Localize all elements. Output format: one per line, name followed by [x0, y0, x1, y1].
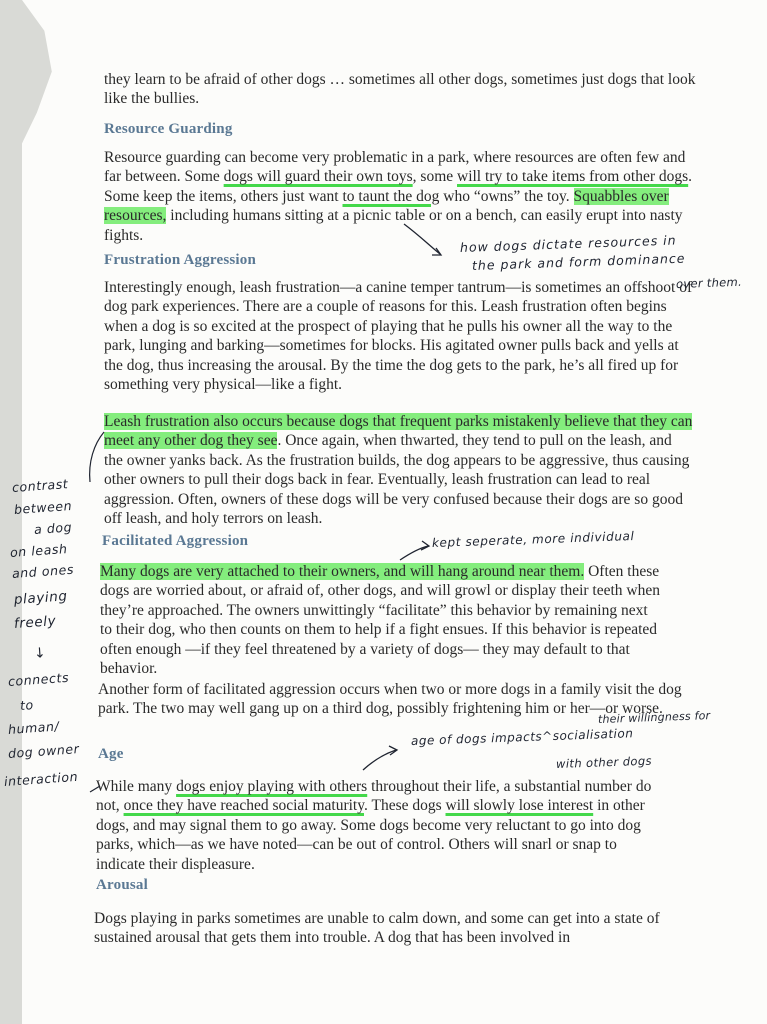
- intro-paragraph: [104, 70, 704, 109]
- highlight-leash-frustration: Leash frustration also occurs because dogs that frequent parks mistakenly believe that they can meet any other dog they see: [104, 413, 693, 450]
- heading-facilitated-aggression: Facilitated Aggression: [102, 533, 249, 549]
- margin-note-line12: interaction: [3, 768, 79, 789]
- intro-text: they learn to be afraid of other dogs … sometimes all other dogs, sometimes just dogs that look like the bullies.: [104, 71, 696, 108]
- margin-note-line10: human/: [7, 718, 60, 737]
- note-age-line2: age of dogs impacts^socialisation: [410, 726, 634, 748]
- margin-note-line2: between: [13, 497, 73, 517]
- note-separate: kept seperate, more individual: [431, 528, 635, 550]
- frustration-text-1: Interestingly enough, leash frustration—a canine temper tantrum—is sometimes an offshoot of dog park experiences. There are a couple of reasons for this. Leash frustration often begins when a dog is so excited at the prospect of playing that he pulls his owner all the way to the park, lunging and barking—sometimes for blocks. His agitated owner pulls back and yells at the dog, thus increasing the arousal. By the time the dog gets to the park, he’s all fired up for something very physical—like a fight.: [104, 279, 693, 394]
- margin-note-line8: connects: [7, 669, 70, 689]
- frustration-paragraph-1: [104, 278, 694, 394]
- arousal-text: Dogs playing in parks sometimes are unable to calm down, and some can get into a state of sustained arousal that gets them into trouble. A dog that has been involved in: [94, 910, 660, 947]
- facilitated-paragraph-1: [100, 562, 660, 678]
- arousal-paragraph: [94, 909, 684, 948]
- frustration-paragraph-2: [104, 412, 694, 528]
- margin-note-line11: dog owner: [7, 741, 80, 761]
- margin-note-line5: and ones: [11, 561, 75, 581]
- heading-frustration-aggression: Frustration Aggression: [104, 252, 257, 268]
- age-text: While many dogs enjoy playing with others throughout their life, a substantial number do not, once they have reached social maturity. These dogs will slowly lose interest in other dogs, and may signal them to go away. Some dogs become very reluctant to go into dog parks, which—as we have noted—can be out of control. Others will snarl or snap to indicate their displeasure.: [96, 778, 652, 873]
- highlight-squabbles: Squabbles over resources,: [104, 187, 669, 225]
- heading-age: Age: [98, 746, 124, 762]
- margin-note-line1: contrast: [11, 476, 69, 495]
- margin-note-line9: to: [19, 697, 35, 713]
- heading-resource-guarding: Resource Guarding: [104, 121, 233, 137]
- age-paragraph: [96, 777, 656, 874]
- margin-note-line6: playing: [13, 588, 69, 608]
- margin-note-arrow: ↓: [33, 645, 47, 662]
- note-age-line1: their willingness for: [597, 709, 711, 726]
- resource-guarding-text: Resource guarding can become very problematic in a park, where resources are often few and far between. Some dogs will guard their own toys, some will try to take items from other dogs. Some keep the items, others just want to taunt the dog who “owns” the toy. Squabbles over resources, including humans sitting at a picnic table or on a bench, can easily erupt into nasty fights.: [104, 149, 693, 244]
- frustration-text-2: Leash frustration also occurs because dogs that frequent parks mistakenly believe that they can meet any other dog they see. Once again, when thwarted, they tend to pull on the leash, and the owner yanks back. As the frustration builds, the dog appears to be aggressive, thus causing other owners to pull their dogs back in fear. Eventually, leash frustration can lead to real aggression. Often, owners of these dogs will be very confused because their dogs are so good off leash, and holy terrors on leash.: [104, 413, 693, 528]
- underline-taunt: to taunt the dog: [342, 187, 440, 205]
- underline-enjoy-playing: dogs enjoy playing with others: [176, 778, 368, 795]
- note-age-line3: with other dogs: [555, 753, 653, 771]
- resource-guarding-paragraph: [104, 148, 704, 245]
- note-resources-line3: over them.: [675, 274, 743, 291]
- facilitated-text-2: Another form of facilitated aggression occurs when two or more dogs in a family visit the dog park. The two may well gang up on a third dog, possibly frightening him or her—or worse.: [98, 681, 682, 718]
- note-resources-line1: how dogs dictate resources in: [459, 232, 677, 255]
- margin-note-line7: freely: [13, 613, 57, 632]
- highlight-attached-owners: Many dogs are very attached to their owners, and will hang around near them.: [100, 563, 585, 580]
- note-resources-line2: the park and form dominance: [471, 250, 686, 273]
- underline-social-maturity: once they have reached social maturity: [123, 797, 364, 815]
- margin-note-line3: a dog: [33, 519, 73, 537]
- underline-lose-interest: will slowly lose interest: [445, 797, 594, 815]
- facilitated-text-1: Many dogs are very attached to their owners, and will hang around near them. Often these dogs are worried about, or afraid of, other dogs, and will growl or display their teeth when they’re approached. The owners unwittingly “facilitate” this behavior by remaining next to their dog, who then counts on them to help if a fight ensues. If this behavior is repeated often enough —if they feel threatened by a variety of dogs— they may default to that behavior.: [100, 563, 660, 678]
- underline-guard-toys: dogs will guard their own toys: [223, 168, 413, 186]
- margin-note-line4: on leash: [9, 540, 68, 560]
- underline-take-items: will try to take items from other dogs: [457, 168, 689, 186]
- heading-arousal: Arousal: [96, 877, 148, 893]
